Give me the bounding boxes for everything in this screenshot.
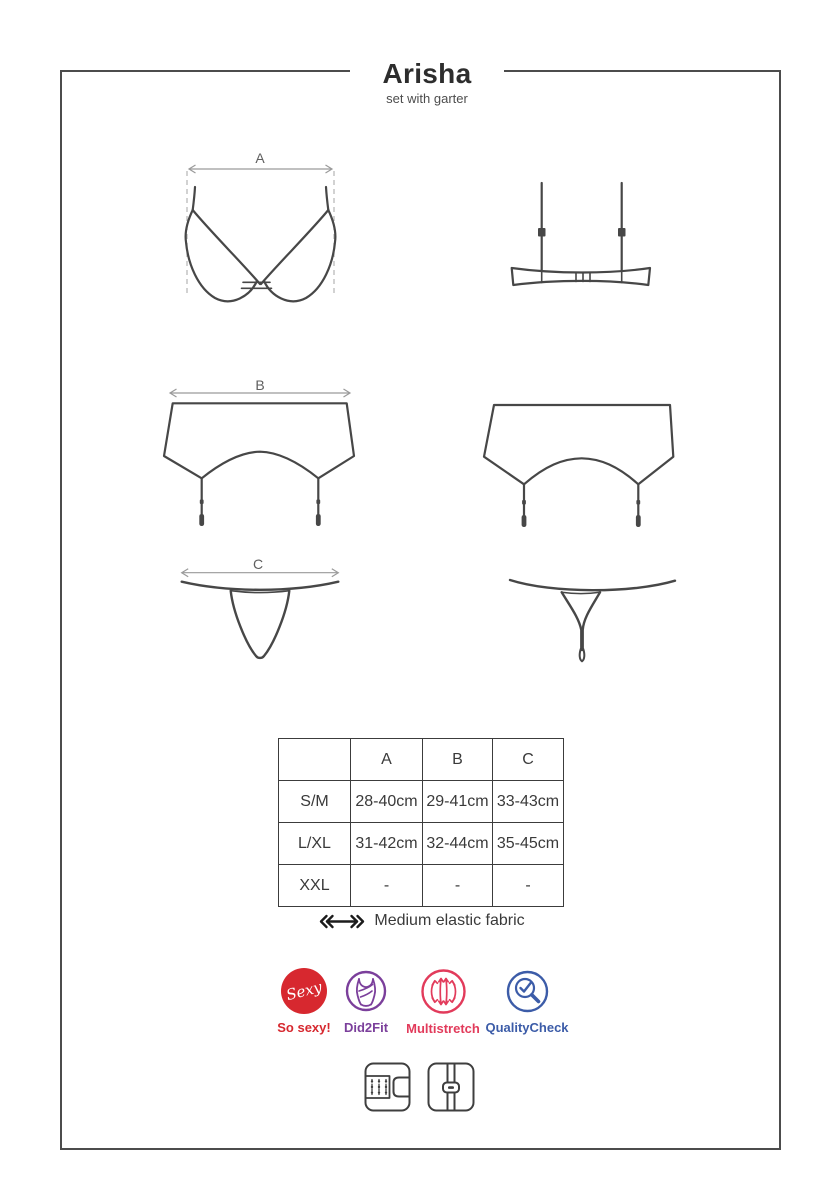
- size-value-cell: 31-42cm: [351, 823, 423, 865]
- size-table: [278, 738, 564, 907]
- panties-back-diagram: [492, 562, 682, 670]
- bra-back-drawing: [495, 172, 685, 297]
- size-value-cell: 33-43cm: [493, 781, 564, 823]
- measurement-c-label: C: [252, 556, 264, 572]
- badge-multistretch-label: Multistretch: [406, 1021, 480, 1036]
- stretch-arrows-icon: [420, 968, 467, 1015]
- bra-front-diagram: [170, 146, 350, 306]
- fabric-note-label: Medium elastic fabric: [374, 912, 525, 929]
- garter-belt-front-diagram: [152, 374, 368, 532]
- fabric-note: [280, 908, 564, 934]
- hook-eye-closure-icon: [364, 1062, 411, 1117]
- panties-front-diagram: [168, 552, 348, 664]
- garter-belt-front-drawing: [152, 374, 368, 532]
- badge-multistretch: [400, 968, 486, 1036]
- table-row: [279, 823, 564, 865]
- size-value-cell: 29-41cm: [423, 781, 493, 823]
- garter-belt-back-diagram: [475, 394, 691, 534]
- badge-qualitycheck-label: QualityCheck: [485, 1020, 569, 1035]
- size-value-cell: -: [351, 865, 423, 907]
- size-value-cell: -: [493, 865, 564, 907]
- table-header-row: [279, 739, 564, 781]
- panties-back-drawing: [492, 562, 682, 670]
- size-table-header-a: A: [351, 739, 423, 781]
- double-arrow-stretch-icon: [319, 913, 365, 930]
- bodysuit-icon: [345, 970, 387, 1012]
- size-row-label: S/M: [279, 781, 351, 823]
- size-value-cell: -: [423, 865, 493, 907]
- sexy-circle-text: Sexy: [284, 977, 324, 1005]
- page-subtitle: set with garter: [386, 91, 468, 106]
- bra-back-diagram: [495, 172, 685, 297]
- badge-so-sexy-label: So sexy!: [277, 1020, 331, 1035]
- size-table-corner-cell: [279, 739, 351, 781]
- zipper-icon: [427, 1062, 475, 1117]
- size-value-cell: 32-44cm: [423, 823, 493, 865]
- badge-did2fit-label: Did2Fit: [343, 1020, 389, 1035]
- size-table-header-b: B: [423, 739, 493, 781]
- size-row-label: XXL: [279, 865, 351, 907]
- bra-front-drawing: [170, 146, 350, 306]
- measurement-a-label: A: [255, 150, 265, 166]
- table-row: [279, 865, 564, 907]
- size-table-header-c: C: [493, 739, 564, 781]
- magnifier-check-icon: [506, 970, 549, 1013]
- measurement-b-label: B: [255, 377, 265, 393]
- table-row: [279, 781, 564, 823]
- size-value-cell: 28-40cm: [351, 781, 423, 823]
- size-row-label: L/XL: [279, 823, 351, 865]
- title-box: [350, 36, 504, 124]
- sexy-circle-icon: [281, 968, 327, 1014]
- badge-qualitycheck: [478, 970, 576, 1035]
- size-value-cell: 35-45cm: [493, 823, 564, 865]
- page-title: Arisha: [382, 58, 472, 89]
- garter-belt-back-drawing: [475, 394, 691, 534]
- badge-did2fit: [328, 970, 404, 1035]
